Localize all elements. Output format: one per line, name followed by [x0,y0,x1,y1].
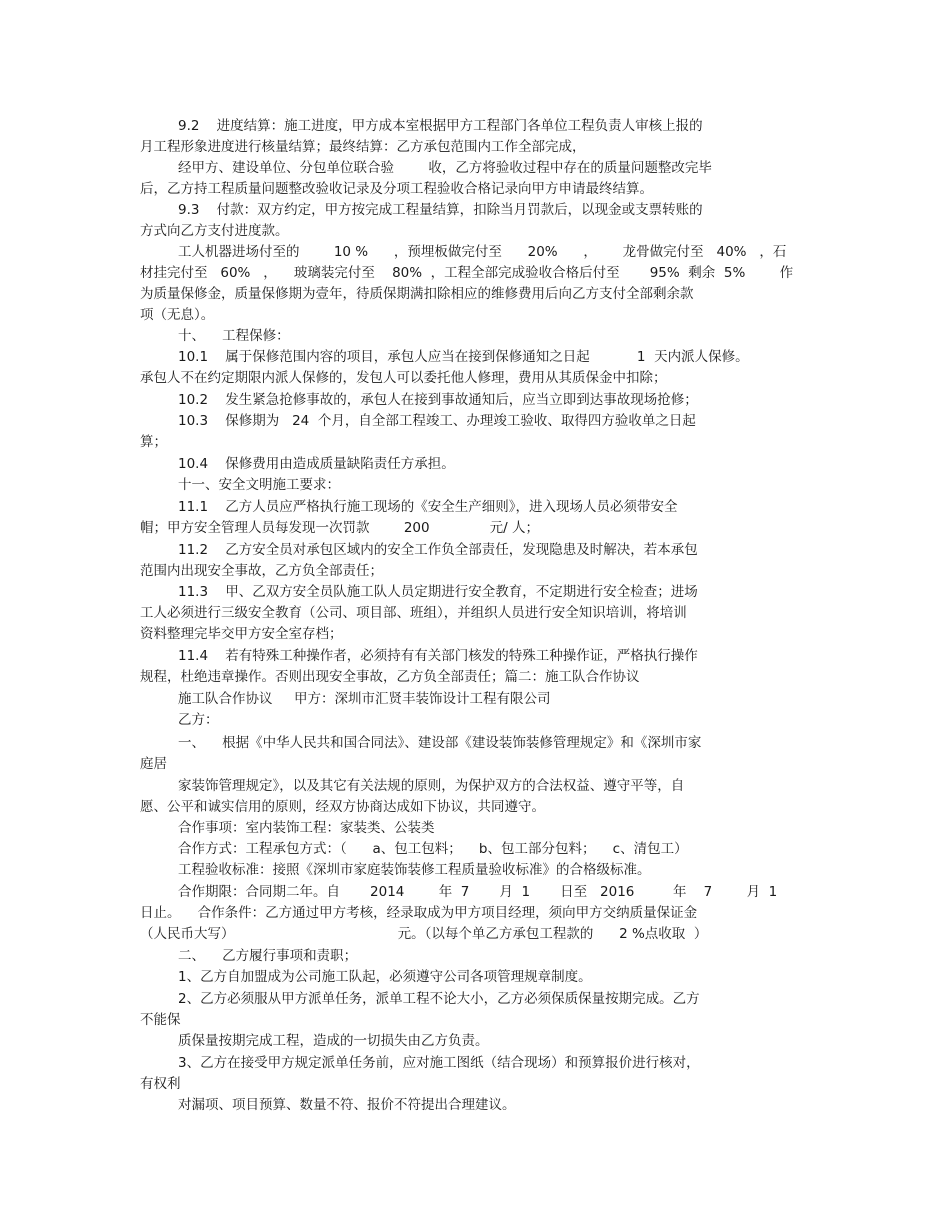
text-line: 项（无息）。 [140,307,215,323]
section-heading: 二、 乙方履行事项和责职； [178,948,358,964]
text-line: 合作事项：室内装饰工程：家装类、公装类 [178,820,435,836]
text-line: 乙方： [178,712,219,728]
text-line: 质保量按期完成工程，造成的一切损失由乙方负责。 [178,1033,489,1049]
text-line: 不能保 [140,1012,181,1028]
section-heading: 十一、安全文明施工要求： [178,477,340,493]
text-line: 规程，杜绝违章操作。否则出现安全事故，乙方负全部责任；篇二：施工队合作协议 [140,669,640,685]
text-line: 10.1 属于保修范围内容的项目，承包人应当在接到保修通知之日起 1 天内派人保修。 [178,349,749,365]
text-line: 为质量保修金，质量保修期为壹年，待质保期满扣除相应的维修费用后向乙方支付全部剩余款 [140,286,694,302]
text-line: 材挂完付至 60% ， 玻璃装完付至 80% ，工程全部完成验收合格后付至 95% 剩余 5% 作 [140,265,794,281]
text-line: 对漏项、项目预算、数量不符、报价不符提出合理建议。 [178,1097,516,1113]
text-line: 方式向乙方支付进度款。 [140,223,289,239]
text-line: 9.2 进度结算：施工进度，甲方成本室根据甲方工程部门各单位工程负责人审核上报的 [178,118,703,134]
text-line: 11.3 甲、乙双方安全员队施工队人员定期进行安全教育，不定期进行安全检查；进场 [178,584,698,600]
text-line: 合作期限：合同期二年。自 2014 年 7 月 1 日至 2016 年 7 月 1 [178,884,778,900]
text-line: 资料整理完毕交甲方安全室存档； [140,626,343,642]
text-line: 有权利 [140,1076,181,1092]
text-line: 工人机器进场付至的 10 % ，预埋板做完付至 20% ， 龙骨做完付至 40% ，石 [178,244,787,260]
text-line: 帽；甲方安全管理人员每发现一次罚款 200 元/ 人； [140,520,540,536]
text-line: 承包人不在约定期限内派人保修的，发包人可以委托他人修理，费用从其质保金中扣除； [140,370,667,386]
text-line: （人民币大写） 元。（以每个单乙方承包工程款的 2 %点收取 ） [140,926,708,942]
text-line: 11.1 乙方人员应严格执行施工现场的《安全生产细则》，进入现场人员必须带安全 [178,499,678,515]
text-line: 2、乙方必须服从甲方派单任务，派单工程不论大小，乙方必须保质保量按期完成。乙方 [178,991,700,1007]
text-line: 庭居 [140,756,167,772]
text-line: 11.4 若有特殊工种操作者，必须持有有关部门核发的特殊工种操作证，严格执行操作 [178,648,698,664]
text-line: 日止。 合作条件：乙方通过甲方考核，经录取成为甲方项目经理，须向甲方交纳质量保证金 [140,905,698,921]
text-line: 一、 根据《中华人民共和国合同法》、建设部《建设装饰装修管理规定》和《深圳市家 [178,735,702,751]
text-line: 月工程形象进度进行核量结算；最终结算：乙方承包范围内工作全部完成， [140,139,586,155]
text-line: 9.3 付款：双方约定，甲方按完成工程量结算，扣除当月罚款后，以现金或支票转账的 [178,202,703,218]
text-line: 经甲方、建设单位、分包单位联合验 收，乙方将验收过程中存在的质量问题整改完毕 [178,160,712,176]
text-line: 家装饰管理规定》，以及其它有关法规的原则，为保护双方的合法权益、遵守平等，自 [178,778,685,794]
text-line: 10.3 保修期为 24 个月，自全部工程竣工、办理竣工验收、取得四方验收单之日起 [178,413,696,429]
text-line: 愿、公平和诚实信用的原则，经双方协商达成如下协议，共同遵守。 [140,799,545,815]
text-line: 11.2 乙方安全员对承包区域内的安全工作负全部责任，发现隐患及时解决，若本承包 [178,542,698,558]
text-line: 后，乙方持工程质量问题整改验收记录及分项工程验收合格记录向甲方申请最终结算。 [140,181,653,197]
text-line: 工程验收标准：接照《深圳市家庭装饰装修工程质量验收标准》的合格级标准。 [178,862,651,878]
text-line: 10.2 发生紧急抢修事故的，承包人在接到事故通知后，应当立即到达事故现场抢修； [178,392,698,408]
text-line: 1、乙方自加盟成为公司施工队起，必须遵守公司各项管理规章制度。 [178,969,592,985]
text-line: 施工队合作协议 甲方：深圳市汇贤丰装饰设计工程有限公司 [178,691,551,707]
text-line: 10.4 保修费用由造成质量缺陷责任方承担。 [178,456,455,472]
text-line: 工人必须进行三级安全教育（公司、项目部、班组），并组织人员进行安全知识培训，将培训 [140,605,687,621]
section-heading: 十、 工程保修： [178,328,290,344]
text-line: 3、乙方在接受甲方规定派单任务前，应对施工图纸（结合现场）和预算报价进行核对， [178,1055,700,1071]
text-line: 合作方式：工程承包方式：（ a、包工包料； b、包工部分包料； c、清包工） [178,841,688,857]
text-line: 范围内出现安全事故，乙方负全部责任； [140,563,383,579]
text-line: 算； [140,434,167,450]
